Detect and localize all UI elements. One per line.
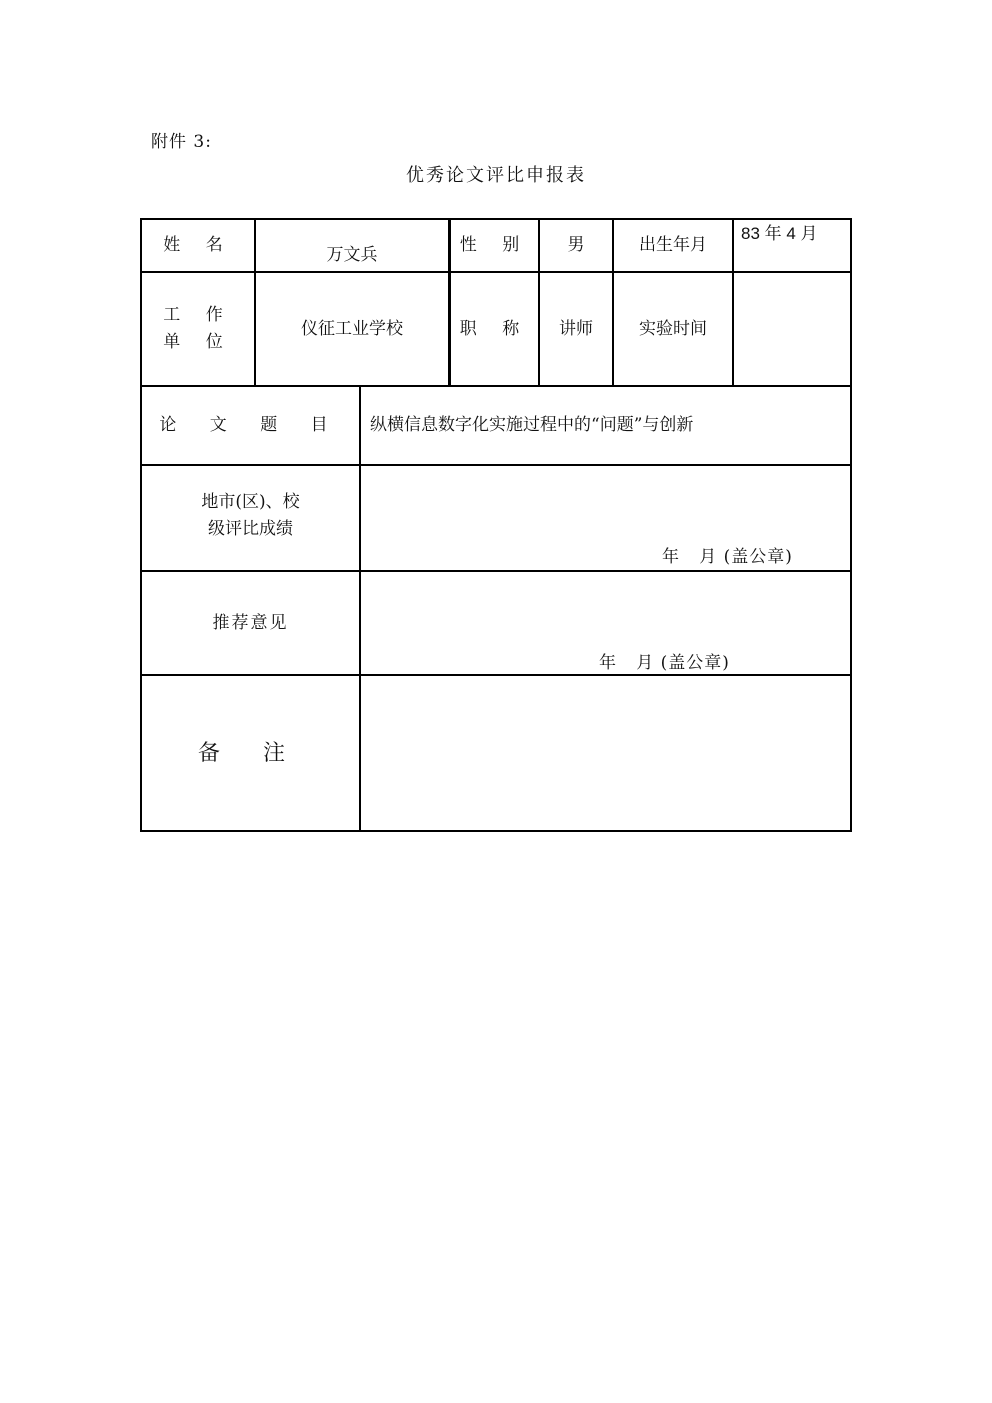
gender-label-text: 性 别 (459, 235, 530, 255)
table-border-bottom (140, 830, 852, 832)
unit-label (142, 273, 254, 385)
exp-value (734, 273, 850, 385)
name-label-text: 姓 名 (163, 235, 233, 255)
name-value (256, 220, 448, 271)
evaluation-seal-line: 年 月 (盖公章) (662, 547, 793, 567)
gender-label (451, 220, 538, 271)
birth-label-text: 出生年月 (639, 235, 707, 255)
topic-value (361, 387, 850, 464)
recommendation-label (142, 572, 359, 674)
form-title: 优秀论文评比申报表 (406, 165, 586, 186)
rank-label (451, 273, 538, 385)
birth-value-text: 83 年 4 月 (741, 224, 818, 243)
remarks-label (142, 676, 359, 830)
unit-value-text: 仪征工业学校 (301, 318, 403, 339)
birth-value (734, 220, 850, 271)
exp-label (614, 273, 732, 385)
topic-label (142, 387, 359, 464)
topic-value-text: 纵横信息数字化实施过程中的“问题”与创新 (370, 415, 694, 435)
rank-value (540, 273, 612, 385)
attachment-label: 附件 3: (151, 132, 212, 152)
evaluation-label (142, 466, 359, 570)
birth-label (614, 220, 732, 271)
table-border-right (850, 218, 852, 832)
topic-label-text: 论 文 题 目 (159, 415, 342, 435)
exp-label-text: 实验时间 (639, 318, 707, 339)
evaluation-label-line1: 地市(区)、校 (201, 492, 300, 512)
gender-value-text: 男 (567, 235, 585, 255)
recommendation-seal-line: 年 月 (盖公章) (599, 653, 730, 673)
rank-value-text: 讲师 (559, 318, 593, 339)
unit-label-line1: 工 作 (163, 305, 233, 325)
remarks-label-text: 备 注 (198, 740, 303, 766)
name-value-text: 万文兵 (326, 245, 378, 265)
rank-label-text: 职 称 (459, 318, 530, 339)
unit-value (256, 273, 448, 385)
gender-value (540, 220, 612, 271)
recommendation-label-text: 推荐意见 (212, 612, 289, 633)
unit-label-line2: 单 位 (163, 332, 233, 352)
evaluation-label-line2: 级评比成绩 (208, 519, 293, 539)
name-label (142, 220, 254, 271)
